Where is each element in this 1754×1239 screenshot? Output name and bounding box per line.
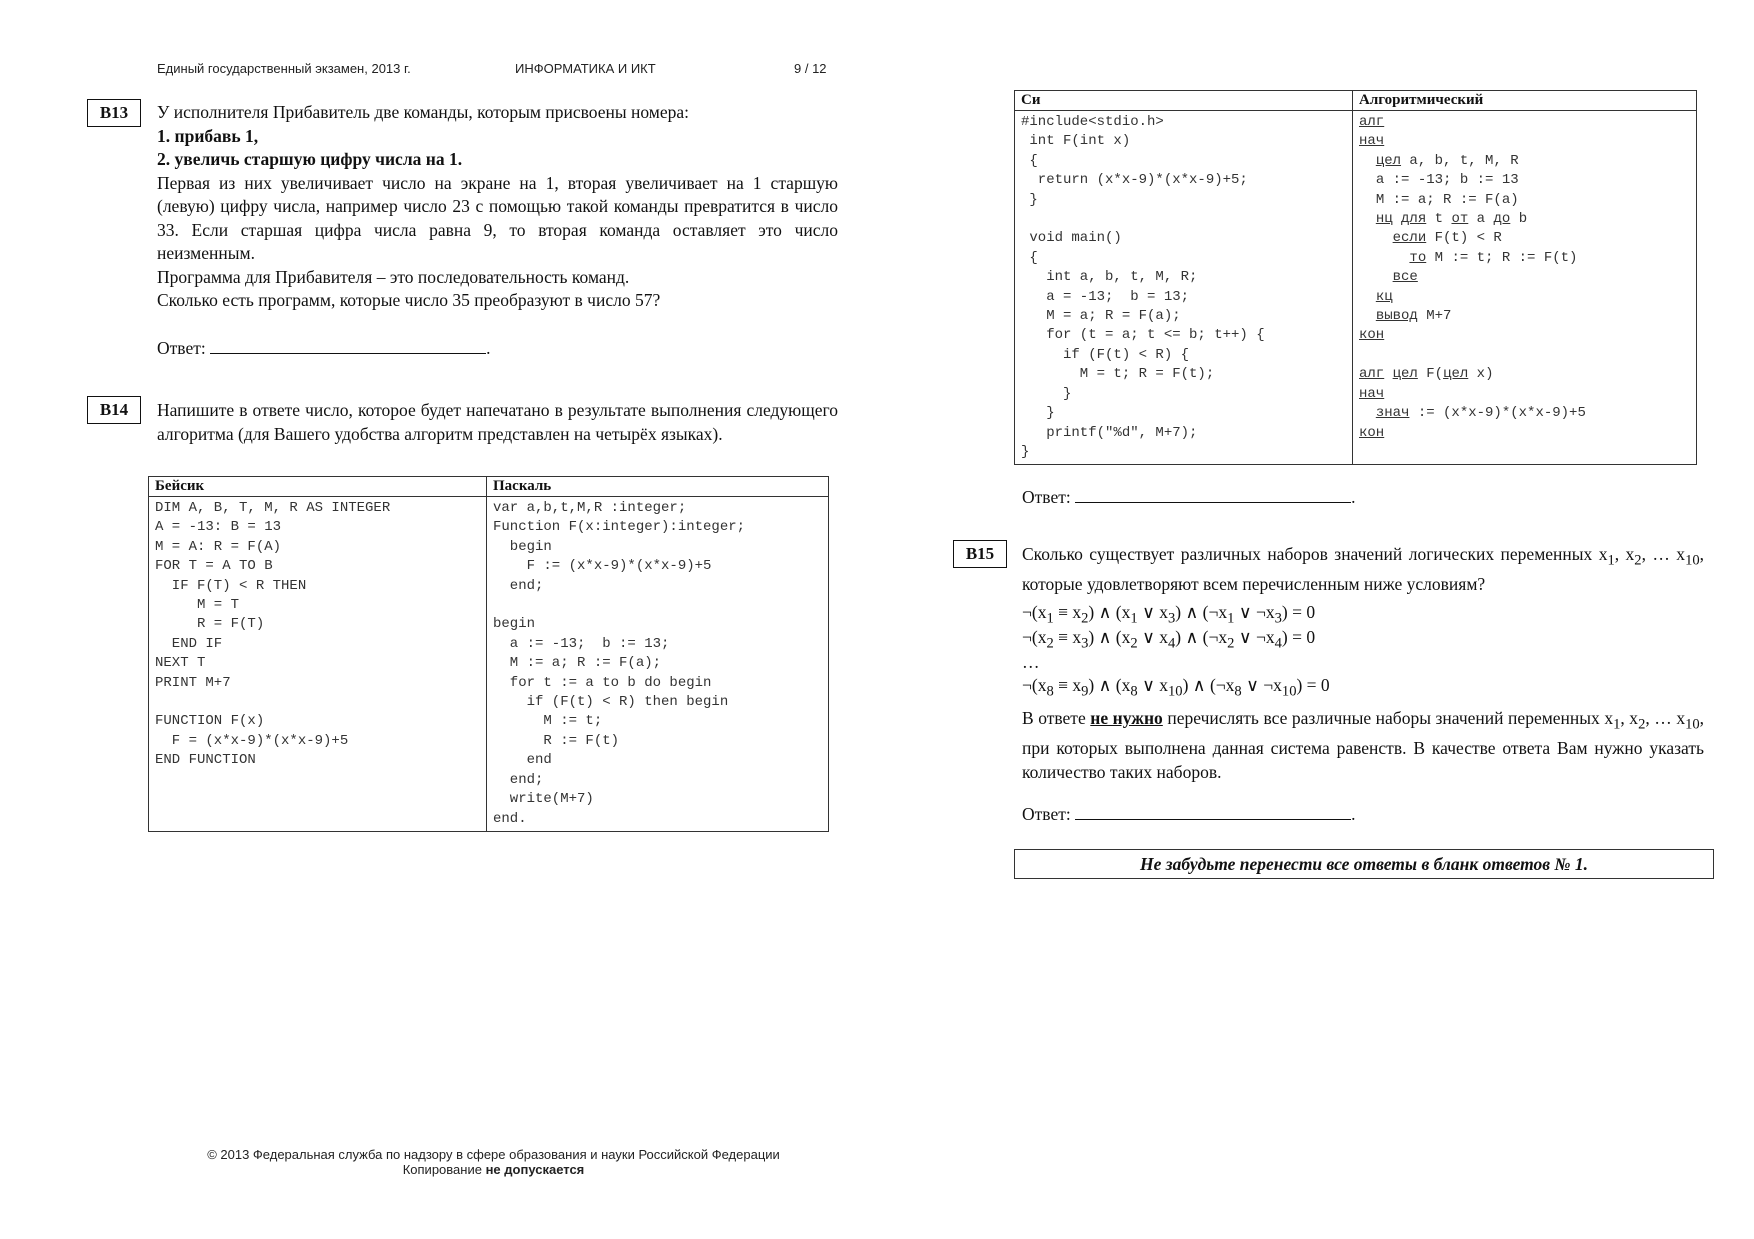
- code-table-basic-pascal: [148, 476, 829, 832]
- b13-answer: Ответ: .: [157, 338, 491, 358]
- basic-code-cell: [149, 497, 487, 832]
- b15-equation-1: $\neg(x_1 \equiv x_2)$ ∧ ($x_1$ ∨ $x_3$) ∧ ($\neg x_1$ ∨ $\neg x_3) = 0$: [1022, 602, 1316, 627]
- b15-question: Сколько существует различных наборов значений логических переменных $x_1$, $x_2$, … $x_{10}$, которые удовлетворяют всем перечисленным ниже условиям?: [1022, 544, 1705, 594]
- task-tag-b14: B14: [87, 396, 141, 424]
- c-code-cell: [1015, 111, 1353, 465]
- col-basic-header: Бейсик: [149, 477, 487, 497]
- b15-answer-label: Ответ:: [1022, 804, 1071, 824]
- basic-code: DIM A, B, T, M, R AS INTEGER A = -13: B = 13 M = A: R = F(A) FOR T = A TO B IF F(T) < R THEN M = T R = F(T) END IF NEXT T PRINT M+7 FUNCTION F(x) F = (x*x-9)*(x*x-9)+5 END FUNCTION: [155, 500, 391, 769]
- algo-code-cell: [1353, 111, 1697, 465]
- b14-text: Напишите в ответе число, которое будет напечатано в результате выполнения следующего алгоритма (для Вашего удобства алгоритм представлен на четырёх языках).: [157, 400, 838, 444]
- footer: [148, 1147, 839, 1177]
- b14-answer-field[interactable]: [1075, 486, 1351, 503]
- subject-title: ИНФОРМАТИКА И ИКТ: [515, 61, 656, 76]
- b13-answer-field[interactable]: [210, 337, 486, 354]
- task-tag-b13: B13: [87, 99, 141, 127]
- b14-answer-label: Ответ:: [1022, 487, 1071, 507]
- reminder-box: Не забудьте перенести все ответы в бланк ответов № 1.: [1014, 849, 1714, 879]
- pascal-code: var a,b,t,M,R :integer; Function F(x:integer):integer; begin F := (x*x-9)*(x*x-9)+5 end; begin a := -13; b := 13; M := a; R := F(a); for t := a to b do begin if (F(t) < R) then begin M := t; R := F(t) end end; write(M+7) end.: [493, 500, 746, 827]
- footer-copy-note: Копирование не допускается: [402, 1162, 585, 1177]
- b13-intro: У исполнителя Прибавитель две команды, которым присвоены номера:: [157, 102, 689, 122]
- col-algo-header: Алгоритмический: [1353, 91, 1697, 111]
- task-b13-body: [157, 101, 838, 313]
- col-pascal-header: Паскаль: [487, 477, 829, 497]
- b13-command-1: 1. прибавь 1,: [157, 125, 259, 146]
- b15-equation-last: $\neg(x_8 \equiv x_9)$ ∧ ($x_8$ ∨ $x_{10}$) ∧ ($\neg x_8$ ∨ $\neg x_{10}) = 0$: [1022, 675, 1330, 700]
- col-c-header: Си: [1015, 91, 1353, 111]
- b13-program-note: Программа для Прибавителя – это последовательность команд.: [157, 266, 630, 287]
- exam-title: Единый государственный экзамен, 2013 г.: [157, 61, 411, 76]
- b13-answer-label: Ответ:: [157, 338, 206, 358]
- b15-answer-field[interactable]: [1075, 803, 1351, 820]
- b13-command-2: 2. увеличь старшую цифру числа на 1.: [157, 149, 463, 169]
- b13-question: Сколько есть программ, которые число 35 преобразуют в число 57?: [157, 290, 661, 310]
- pascal-code-cell: [487, 497, 829, 832]
- task-tag-b15: B15: [953, 540, 1007, 568]
- b15-ellipsis: …: [1022, 652, 1040, 672]
- b14-answer: Ответ: .: [1022, 487, 1356, 507]
- b15-answer: Ответ: .: [1022, 804, 1356, 824]
- footer-copyright: © 2013 Федеральная служба по надзору в сфере образования и науки Российской Федерации: [207, 1147, 780, 1162]
- code-table-c-algo: [1014, 90, 1697, 465]
- b15-note: В ответе не нужно перечислять все различные наборы значений переменных $x_1$, $x_2$, … $x_{10}$, при которых выполнена данная система равенств. В качестве ответа Вам нужно указать количество таких наборов.: [1022, 708, 1705, 782]
- b15-equation-2: $\neg(x_2 \equiv x_3)$ ∧ ($x_2$ ∨ $x_4$) ∧ ($\neg x_2$ ∨ $\neg x_4) = 0$: [1022, 627, 1316, 652]
- page-number: 9 / 12: [794, 61, 827, 76]
- b13-description: Первая из них увеличивает число на экране на 1, вторая увеличивает на 1 старшую (левую) цифру числа, например число 23 с помощью такой команды превратится в число 33. Если старшая цифра числа равна 9, то вторая команда оставляет это число неизменным.: [157, 172, 838, 263]
- c-code: #include<stdio.h> int F(int x) { return (x*x-9)*(x*x-9)+5; } void main() { int a, b, t, M, R; a = -13; b = 13; M = a; R = F(a); for (t = a; t <= b; t++) { if (F(t) < R) { M = t; R = F(t); } } printf("%d", M+7); }: [1021, 114, 1265, 460]
- algo-code: алг нач цел a, b, t, M, R a := -13; b := 13 M := a; R := F(a) нц для t от a до b если F(t) < R то M := t; R := F(t) все кц вывод M+7 кон алг цел F(цел x) нач знач := (x*x-9)*(x*x-9)+5 кон: [1359, 114, 1586, 441]
